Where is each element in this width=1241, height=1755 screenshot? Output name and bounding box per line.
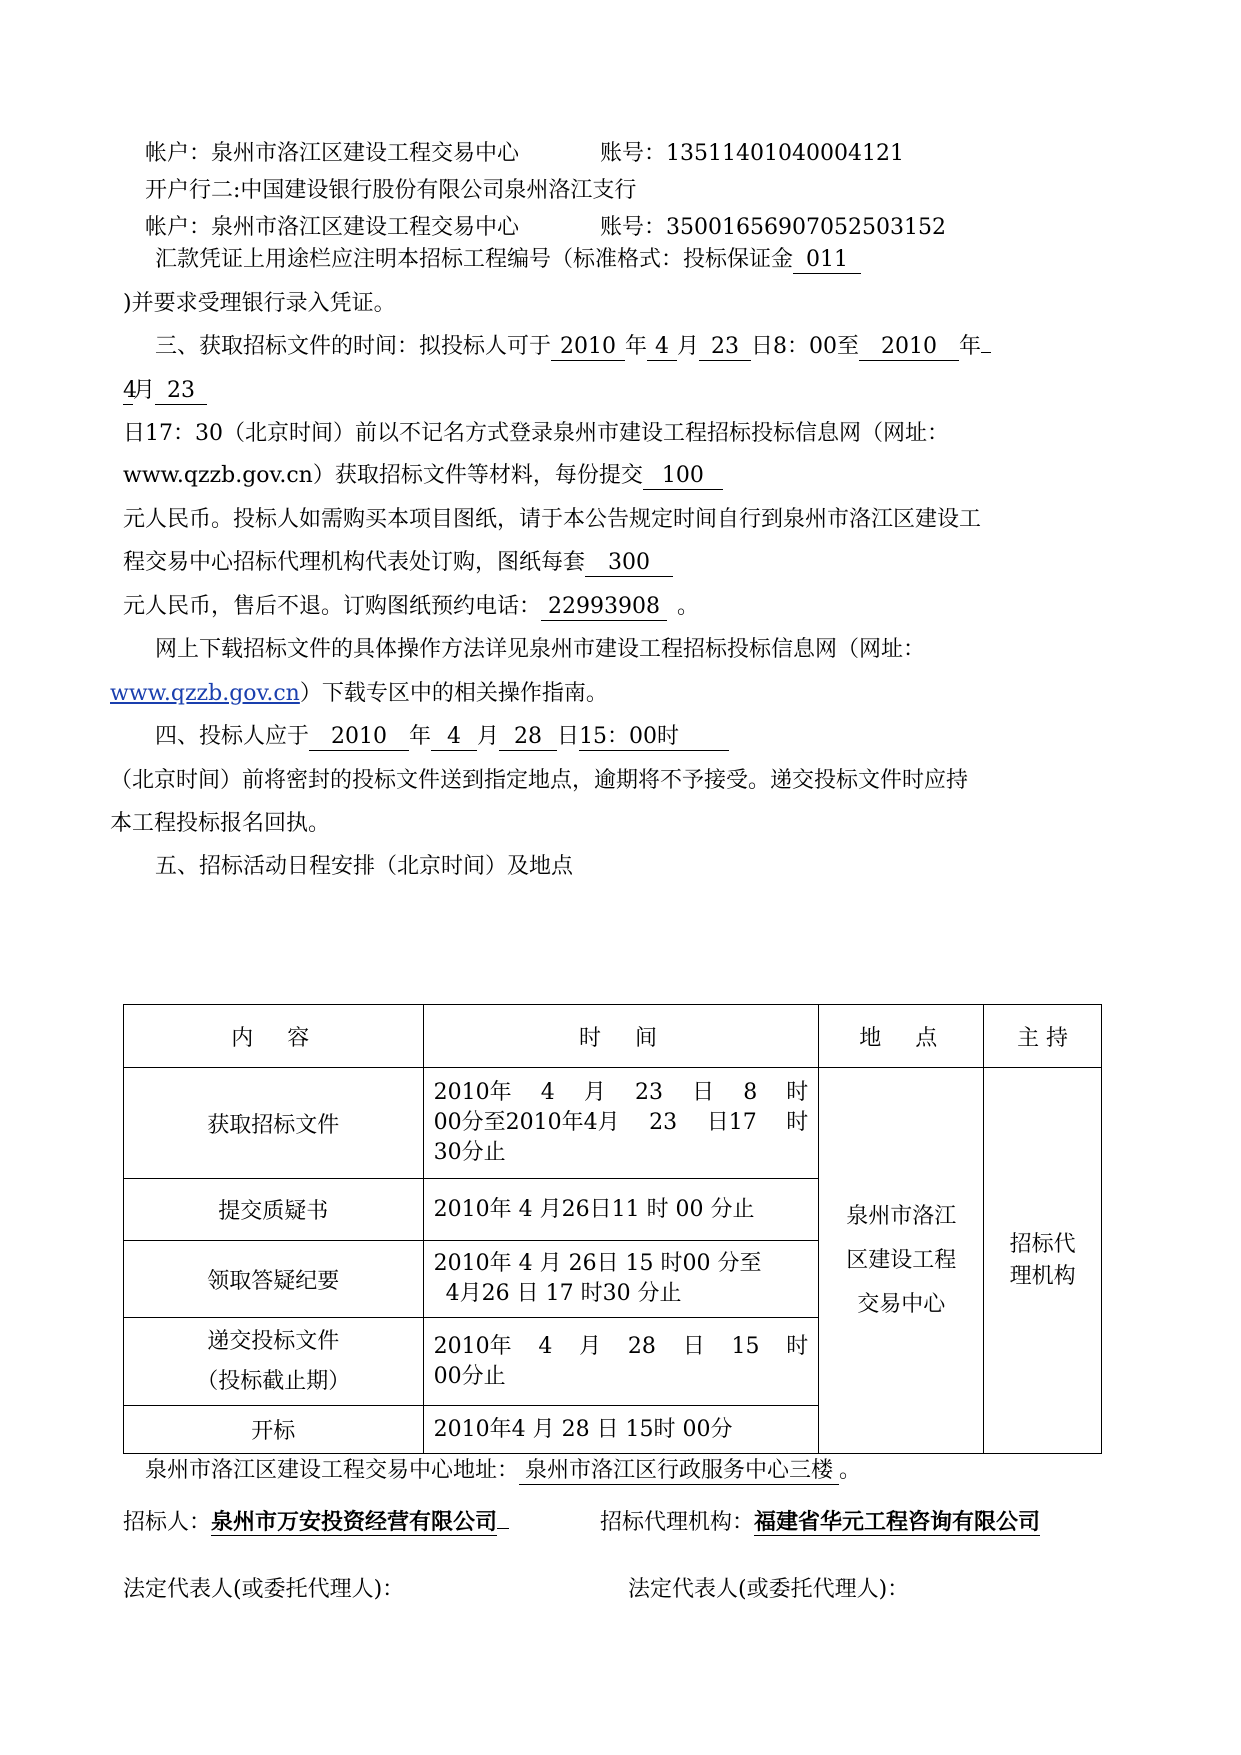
agent-name: 福建省华元工程咨询有限公司: [754, 1509, 1041, 1535]
section4-line3: 本工程投标报名回执。: [110, 811, 331, 836]
address-line: 泉州市洛江区建设工程交易中心地址： 泉州市洛江区行政服务中心三楼 。: [145, 1458, 862, 1483]
tenderer-line: 招标人：泉州市万安投资经营有限公司: [123, 1509, 509, 1537]
section3-line4: www.qzzb.gov.cn）获取招标文件等材料，每份提交 100: [123, 462, 723, 490]
host-cell: 招标代 理机构: [984, 1068, 1102, 1454]
table-row: [124, 1068, 1102, 1179]
section3-line7: 元人民币，售后不退。订购图纸预约电话： 22993908 。: [123, 594, 700, 619]
row-content: 递交投标文件 （投标截止期）: [124, 1318, 424, 1406]
account1-number: 账号：13511401040004121: [600, 141, 904, 166]
location-cell: 泉州市洛江 区建设工程 交易中心: [819, 1068, 984, 1454]
phone-value: 22993908: [541, 594, 667, 621]
account2-number: 账号：35001656907052503152: [600, 215, 946, 240]
header-location: 地 点: [819, 1005, 984, 1068]
section3-line9: www.qzzb.gov.cn）下载专区中的相关操作指南。: [110, 681, 608, 706]
section3-line3: 日17：30（北京时间）前以不记名方式登录泉州市建设工程招标投标信息网（网址：: [123, 421, 949, 446]
tenderer-name: 泉州市万安投资经营有限公司: [211, 1509, 498, 1535]
section4-line2: （北京时间）前将密封的投标文件送到指定地点，逾期将不予接受。递交投标文件时应持: [110, 768, 969, 793]
header-content: 内 容: [124, 1005, 424, 1068]
address-value: 泉州市洛江区行政服务中心三楼: [519, 1458, 839, 1485]
row-content: 领取答疑纪要: [124, 1241, 424, 1318]
account1-label: 帐户：泉州市洛江区建设工程交易中心: [145, 141, 520, 166]
row-time: 2010年 4 月 28 日 15 时 00分止: [423, 1318, 819, 1406]
row-time: 2010年 4 月 23 日 8 时 00分至2010年4月 23 日17 时 30分止: [423, 1068, 819, 1179]
row-time: 2010年 4 月26日11 时 00 分止: [423, 1179, 819, 1241]
section3-line6: 程交易中心招标代理机构代表处订购，图纸每套 300: [123, 549, 673, 577]
legal-rep-2: 法定代表人(或委托代理人)：: [628, 1577, 910, 1602]
agent-line: 招标代理机构：福建省华元工程咨询有限公司: [600, 1509, 1041, 1535]
website-link[interactable]: www.qzzb.gov.cn: [110, 681, 300, 706]
remit-note-end: )并要求受理银行录入凭证。: [123, 291, 396, 316]
fee-value: 100: [643, 463, 723, 490]
row-time: 2010年 4 月 26日 15 时00 分至 4月26 日 17 时30 分止: [423, 1241, 819, 1318]
header-time: 时 间: [423, 1005, 819, 1068]
section5-title: 五、招标活动日程安排（北京时间）及地点: [155, 854, 574, 879]
legal-rep-1: 法定代表人(或委托代理人)：: [123, 1577, 405, 1602]
section3-line5: 元人民币。投标人如需购买本项目图纸，请于本公告规定时间自行到泉州市洛江区建设工: [123, 507, 982, 532]
bank2-name: 开户行二:中国建设银行股份有限公司泉州洛江支行: [145, 178, 637, 203]
row-content: 开标: [124, 1406, 424, 1454]
section3-line8: 网上下载招标文件的具体操作方法详见泉州市建设工程招标投标信息网（网址：: [155, 637, 926, 662]
account2-label: 帐户：泉州市洛江区建设工程交易中心: [145, 215, 520, 240]
row-content: 获取招标文件: [124, 1068, 424, 1179]
section3-line1: 三、获取招标文件的时间：拟投标人可于 2010 年 4 月 23 日8：00至 2010 年: [155, 333, 991, 361]
header-host: 主 持: [984, 1005, 1102, 1068]
drawing-fee-value: 300: [585, 550, 673, 577]
section4-line1: 四、投标人应于 2010 年 4 月 28 日15：00时: [155, 723, 729, 751]
section3-line2: 4月 23: [123, 377, 207, 405]
row-time: 2010年4 月 28 日 15时 00分: [423, 1406, 819, 1454]
remit-code: 011: [793, 247, 861, 274]
remit-note: 汇款凭证上用途栏应注明本招标工程编号（标准格式：投标保证金 011: [155, 246, 861, 274]
schedule-table: [123, 1004, 1102, 1454]
row-content: 提交质疑书: [124, 1179, 424, 1241]
